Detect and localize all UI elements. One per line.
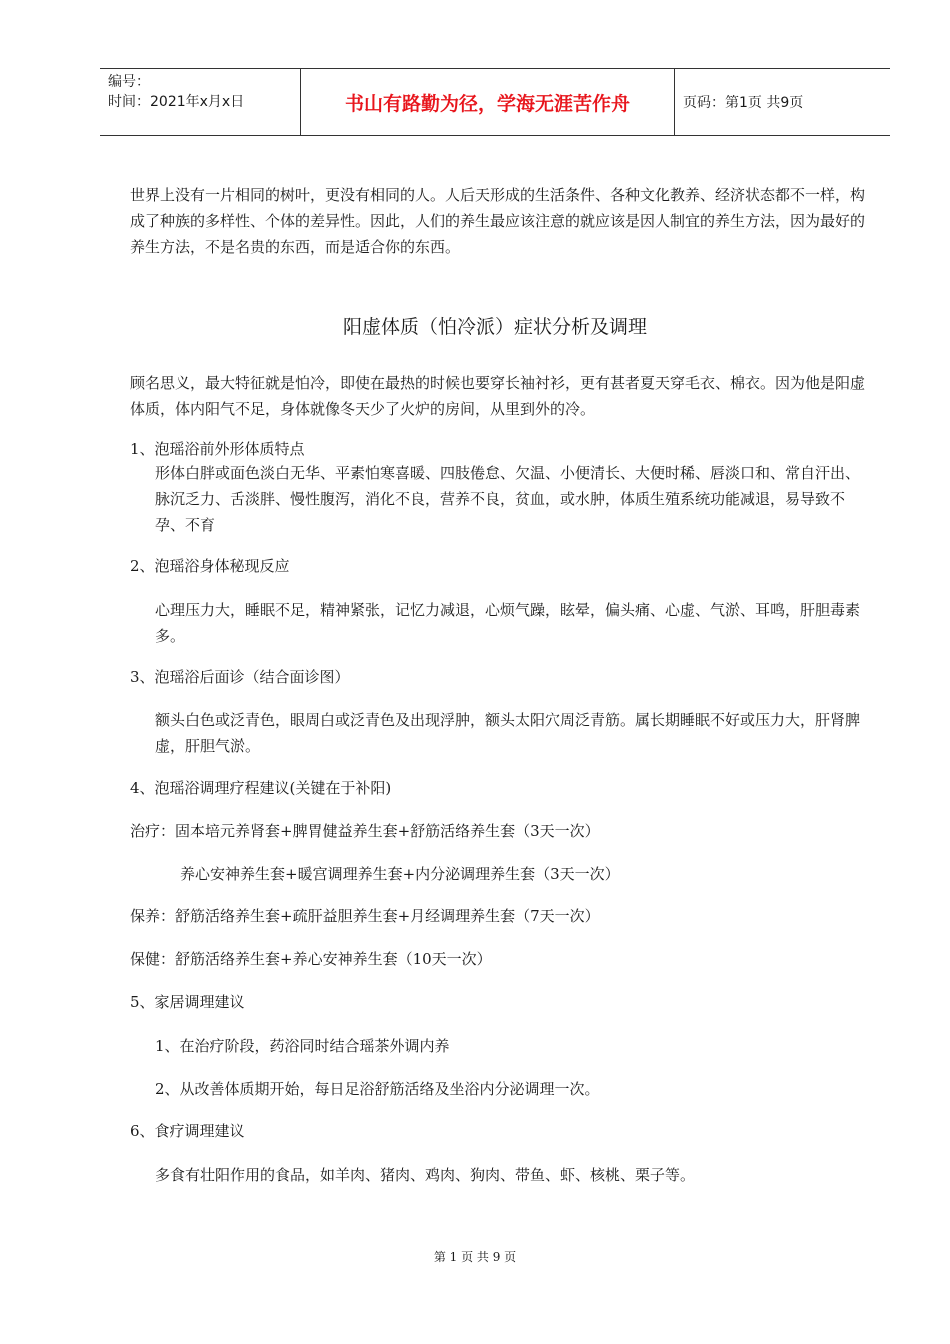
page-footer: 第 1 页 共 9 页 (433, 1250, 517, 1264)
section-5-item-1: 1、在治疗阶段，药浴同时结合瑶茶外调内养 (155, 1037, 450, 1055)
section-4-treatment-1: 治疗：固本培元养肾套+脾胃健益养生套+舒筋活络养生套（3天一次） (130, 822, 600, 840)
section-1-body: 形体白胖或面色淡白无华、平素怕寒喜暖、四肢倦怠、欠温、小便清长、大便时稀、唇淡口和、常自汗出、脉沉乏力、舌淡胖、慢性腹泻，消化不良，营养不良，贫血，或水肿，体质生殖系统功能减退，易导致不孕、不育 (155, 464, 861, 534)
intro-paragraph: 世界上没有一片相同的树叶，更没有相同的人。人后天形成的生活条件、各种文化教养、经济状态都不一样，构成了种族的多样性、个体的差异性。因此，人们的养生最应该注意的就应该是因人制宜的养生方法，因为最好的养生方法，不是名贵的东西，而是适合你的东西。 (130, 186, 866, 256)
section-4-maintenance: 保养：舒筋活络养生套+疏肝益胆养生套+月经调理养生套（7天一次） (130, 907, 600, 925)
section-3-heading: 3、泡瑶浴后面诊（结合面诊图） (130, 668, 350, 686)
section-6-heading: 6、食疗调理建议 (130, 1122, 245, 1140)
section-5-item-2: 2、从改善体质期开始，每日足浴舒筋活络及坐浴内分泌调理一次。 (155, 1080, 600, 1098)
section-title: 阳虚体质（怕冷派）症状分析及调理 (342, 316, 647, 338)
date-label: 时间：2021年x月x日 (108, 94, 245, 110)
section-2-heading: 2、泡瑶浴身体秘现反应 (130, 557, 290, 575)
page-header (100, 68, 890, 136)
section-4-heading: 4、泡瑶浴调理疗程建议(关键在于补阳) (130, 779, 392, 797)
section-4-treatment-2: 养心安神养生套+暖宫调理养生套+内分泌调理养生套（3天一次） (180, 865, 620, 883)
section-2-body: 心理压力大，睡眠不足，精神紧张，记忆力减退，心烦气躁，眩晕，偏头痛、心虚、气淤、耳鸣，肝胆毒素多。 (155, 601, 861, 645)
description-paragraph: 顾名思义，最大特征就是怕冷，即使在最热的时候也要穿长袖衬衫，更有甚者夏天穿毛衣、棉衣。因为他是阳虚体质，体内阳气不足，身体就像冬天少了火炉的房间，从里到外的冷。 (130, 374, 866, 418)
section-4-health: 保健：舒筋活络养生套+养心安神养生套（10天一次） (130, 950, 492, 968)
header-page-label: 页码：第1页 共9页 (683, 95, 804, 111)
number-label: 编号： (108, 74, 150, 90)
section-1-heading: 1、泡瑶浴前外形体质特点 (130, 440, 305, 458)
section-3-body: 额头白色或泛青色，眼周白或泛青色及出现浮肿，额头太阳穴周泛青筋。属长期睡眠不好或压力大，肝肾脾虚，肝胆气淤。 (155, 711, 861, 755)
header-meta (100, 69, 301, 135)
section-5-heading: 5、家居调理建议 (130, 993, 245, 1011)
section-6-body: 多食有壮阳作用的食品，如羊肉、猪肉、鸡肉、狗肉、带鱼、虾、核桃、栗子等。 (155, 1166, 696, 1184)
header-motto: 书山有路勤为径，学海无涯苦作舟 (301, 69, 675, 135)
